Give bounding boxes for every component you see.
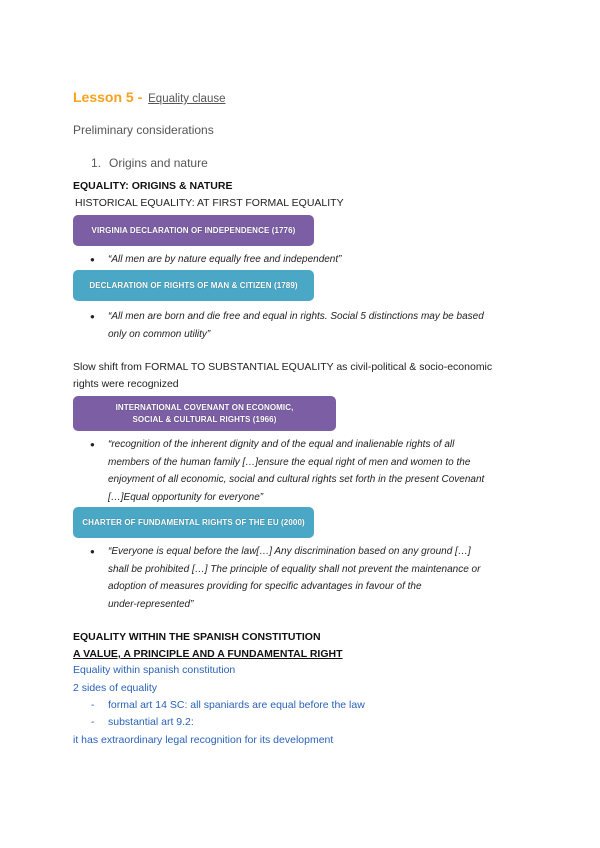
spanish-line-2: 2 sides of equality (73, 682, 158, 694)
quote-line: under-represented” (108, 598, 194, 610)
pill-label: DECLARATION OF RIGHTS OF MAN & CITIZEN (1789) (89, 280, 298, 290)
dash-marker: - (91, 716, 95, 728)
spanish-item-1: formal art 14 SC: all spaniards are equal before the law (108, 699, 365, 711)
quote-line: “Everyone is equal before the law[…] Any discrimination based on any ground […] (108, 546, 471, 557)
quote-line: “All men are born and die free and equal in rights. Social 5 distinctions may be based (108, 311, 484, 322)
bullet-icon: ● (90, 440, 95, 449)
list-number: 1. (91, 156, 102, 170)
quote-line: members of the human family […]ensure the equal right of men and women to the (108, 456, 471, 468)
virginia-declaration-pill (73, 215, 314, 246)
covenant-quote (108, 436, 528, 506)
declaration-rights-pill (73, 270, 314, 301)
lesson-prefix: Lesson 5 - (73, 89, 147, 105)
numbered-list-item (91, 156, 208, 170)
spanish-line-1: Equality within spanish constitution (73, 664, 236, 676)
bullet-icon: ● (90, 547, 95, 556)
quote-line: adoption of measures providing for specific advantages in favour of the (108, 581, 422, 592)
lesson-topic-link[interactable]: Equality clause (148, 93, 226, 105)
quote-line: shall be prohibited […] The principle of equality shall not prevent the maintenance or (108, 563, 481, 575)
spanish-subheading: A VALUE, A PRINCIPLE AND A FUNDAMENTAL RIGHT (73, 648, 343, 660)
spanish-item-2: substantial art 9.2: (108, 716, 194, 728)
spanish-line-3: it has extraordinary legal recognition for its development (73, 734, 334, 746)
bullet-icon: ● (90, 312, 95, 321)
quote-line: “recognition of the inherent dignity and of the equal and inalienable rights of all (108, 439, 455, 450)
lesson-title (73, 89, 226, 105)
quote-line: enjoyment of all economic, social and cultural rights set forth in the present Covenant (108, 474, 485, 485)
bullet-icon: ● (90, 255, 95, 264)
charter-pill (73, 507, 314, 538)
dash-marker: - (91, 699, 95, 711)
shift-line-2: rights were recognized (73, 378, 179, 390)
preliminary-heading: Preliminary considerations (73, 123, 214, 137)
quote-line: […]Equal opportunity for everyone” (108, 491, 264, 503)
pill-label-line: SOCIAL & CULTURAL RIGHTS (1966) (132, 414, 277, 424)
list-label: Origins and nature (109, 156, 208, 170)
origins-heading: EQUALITY: ORIGINS & NATURE (73, 180, 233, 192)
pill-label-line: INTERNATIONAL COVENANT ON ECONOMIC, (115, 402, 294, 412)
shift-line-1: Slow shift from FORMAL TO SUBSTANTIAL EQUALITY as civil-political & socio-economic (73, 361, 493, 373)
pill-label: VIRGINIA DECLARATION OF INDEPENDENCE (1776) (91, 225, 296, 235)
spanish-heading: EQUALITY WITHIN THE SPANISH CONSTITUTION (73, 631, 321, 643)
quote-line: only on common utility” (108, 328, 211, 340)
declaration-quote (108, 308, 528, 343)
covenant-pill (73, 396, 336, 431)
virginia-quote: “All men are by nature equally free and independent” (108, 254, 342, 265)
pill-label: CHARTER OF FUNDAMENTAL RIGHTS OF THE EU (2000) (82, 517, 305, 527)
charter-quote (108, 543, 528, 613)
historical-line: HISTORICAL EQUALITY: AT FIRST FORMAL EQUALITY (75, 197, 344, 209)
